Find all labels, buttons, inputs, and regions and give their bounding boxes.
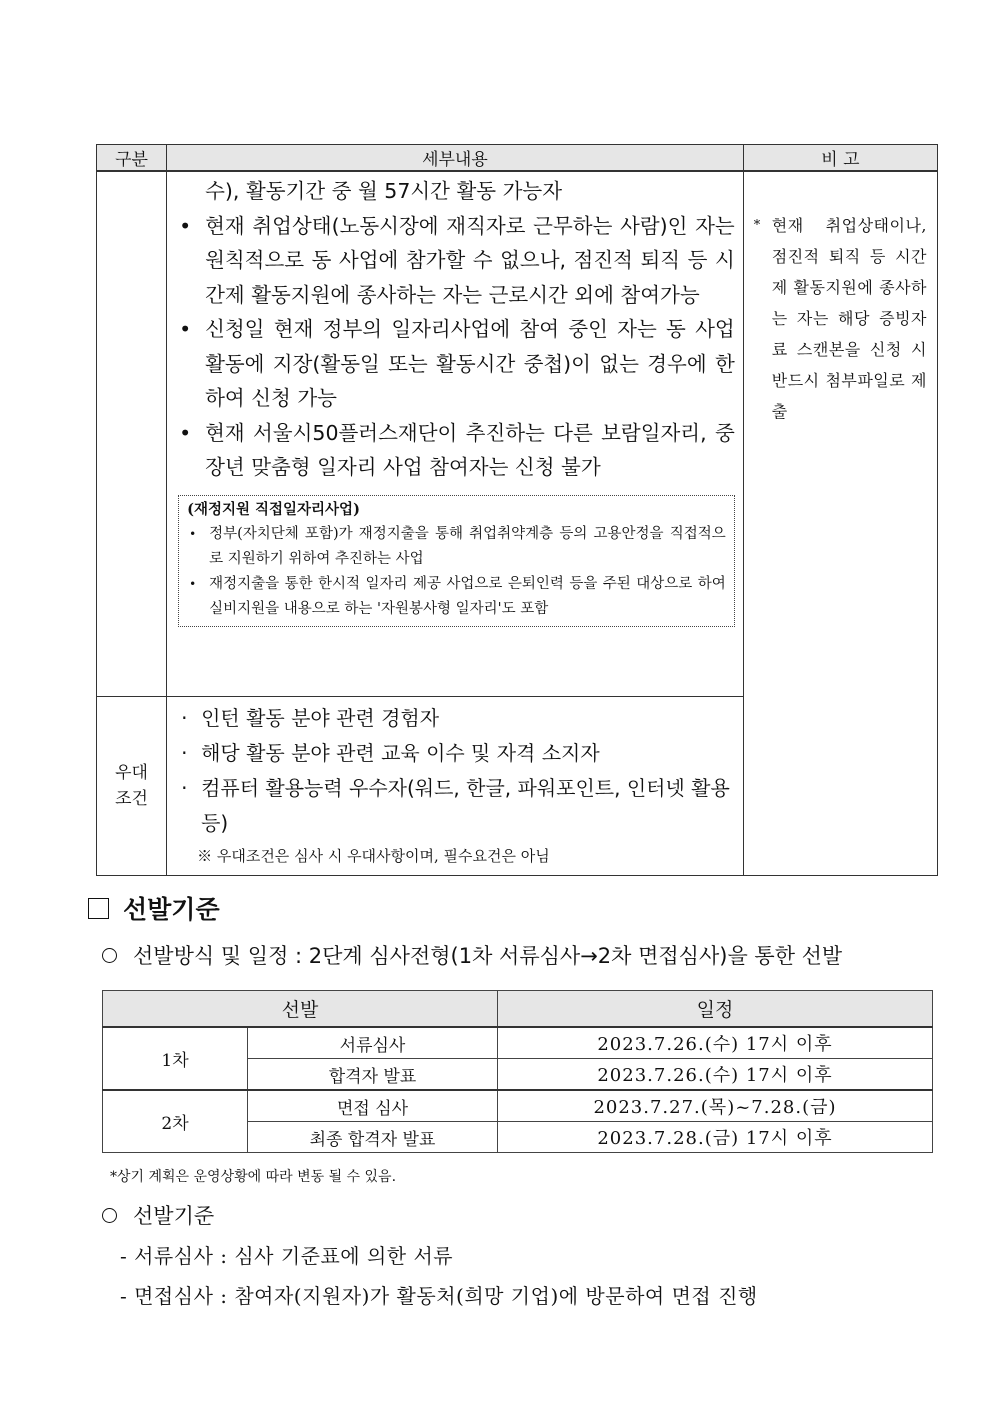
schedule-table — [102, 990, 933, 1153]
bullet-icon: • — [179, 420, 192, 445]
table-row — [103, 1027, 933, 1059]
list-item — [175, 209, 735, 313]
step-cell: 합격자 발표 — [248, 1059, 498, 1091]
step-cell: 최종 합격자 발표 — [248, 1122, 498, 1153]
stage-cell: 1차 — [103, 1027, 248, 1090]
category-label: 우대 — [115, 763, 148, 783]
header-remarks: 비 고 — [743, 145, 937, 172]
bullet-icon: · — [181, 776, 188, 800]
asterisk-icon: * — [753, 218, 761, 233]
date-cell: 2023.7.26.(수) 17시 이후 — [498, 1027, 933, 1059]
info-box-item — [187, 522, 726, 572]
step-cell: 면접 심사 — [248, 1090, 498, 1122]
circle-icon — [102, 1208, 117, 1223]
criteria-item: - 면접심사 : 참여자(지원자)가 활동처(희망 기업)에 방문하여 면접 진행 — [120, 1284, 758, 1308]
remarks-cell — [743, 171, 937, 876]
list-item-text: 해당 활동 분야 관련 교육 이수 및 자격 소지자 — [201, 741, 600, 765]
list-item — [175, 736, 735, 771]
list-item — [175, 701, 735, 736]
header-selection: 선발 — [103, 991, 498, 1028]
remark-body: 현재 취업상태이나, 점진적 퇴직 등 시간제 활동지원에 종사하는 자는 해당 증빙자료 스캔본을 신청 시 반드시 첨부파일로 제출 — [771, 216, 927, 421]
list-item-text: 컴퓨터 활용능력 우수자(워드, 한글, 파워포인트, 인터넷 활용 등) — [201, 776, 730, 835]
info-box-item-text: 재정지출을 통한 한시적 일자리 제공 사업으로 은퇴인력 등을 주된 대상으로 하여 실비지원을 내용으로 하는 '자원봉사형 일자리'도 포함 — [209, 575, 726, 617]
list-item — [175, 312, 735, 416]
category-label: 조건 — [115, 789, 148, 809]
criteria-item: - 서류심사 : 심사 기준표에 의한 서류 — [120, 1244, 454, 1268]
bullet-icon: · — [181, 706, 188, 730]
list-item-text: 현재 취업상태(노동시장에 재직자로 근무하는 사람)인 자는 원칙적으로 동 사업에 참가할 수 없으나, 점진적 퇴직 등 시간제 활동지원에 종사하는 자는 근로시간 외에 참여가능 — [205, 213, 735, 307]
method-heading-text: 선발방식 및 일정 : 2단계 심사전형(1차 서류심사→2차 면접심사)을 통한 선발 — [133, 944, 843, 968]
schedule-header-row — [103, 991, 933, 1028]
list-item-text: 신청일 현재 정부의 일자리사업에 참여 중인 자는 동 사업 활동에 지장(활동일 또는 활동시간 중첩)이 없는 경우에 한하여 신청 가능 — [205, 317, 735, 410]
circle-icon — [102, 948, 117, 963]
bullet-icon: • — [189, 576, 197, 591]
table-row — [97, 171, 938, 697]
category-preferred — [97, 697, 167, 876]
header-category: 구분 — [97, 145, 167, 172]
step-cell: 서류심사 — [248, 1027, 498, 1059]
date-cell: 2023.7.28.(금) 17시 이후 — [498, 1122, 933, 1153]
info-box-title: (재정지원 직접일자리사업) — [187, 500, 360, 518]
table-row — [103, 1090, 933, 1122]
preferred-note: ※ 우대조건은 심사 시 우대사항이며, 필수요건은 아님 — [197, 847, 550, 865]
bullet-icon: • — [189, 526, 197, 541]
bullet-icon: • — [179, 317, 192, 341]
info-box — [178, 495, 735, 627]
section-title-text: 선발기준 — [123, 895, 220, 924]
info-box-item — [187, 572, 726, 622]
list-item — [175, 771, 735, 841]
criteria-heading — [102, 1200, 214, 1230]
category-cell — [97, 171, 167, 697]
date-cell: 2023.7.27.(목)~7.28.(금) — [498, 1090, 933, 1122]
schedule-footnote: *상기 계획은 운영상황에 따라 변동 될 수 있음. — [110, 1169, 397, 1185]
date-cell: 2023.7.26.(수) 17시 이후 — [498, 1059, 933, 1091]
method-heading — [102, 940, 842, 970]
requirements-table — [96, 144, 938, 876]
bullet-icon: · — [181, 741, 188, 765]
stage-cell: 2차 — [103, 1090, 248, 1153]
section-title — [88, 890, 220, 926]
details-cell — [167, 171, 744, 697]
header-details: 세부내용 — [167, 145, 744, 172]
detail-line: 수), 활동기간 중 월 57시간 활동 가능자 — [205, 179, 563, 203]
list-item-text: 현재 서울시50플러스재단이 추진하는 다른 보람일자리, 중장년 맞춤형 일자리 사업 참여자는 신청 불가 — [205, 420, 735, 479]
list-item — [175, 416, 735, 485]
info-box-item-text: 정부(자치단체 포함)가 재정지출을 통해 취업취약계층 등의 고용안정을 직접적으로 지원하기 위하여 추진하는 사업 — [209, 525, 726, 567]
criteria-heading-text: 선발기준 — [133, 1204, 215, 1228]
list-item-text: 인턴 활동 분야 관련 경험자 — [201, 706, 440, 730]
table-header-row — [97, 145, 938, 172]
square-icon — [88, 898, 109, 919]
header-schedule: 일정 — [498, 991, 933, 1028]
bullet-icon: • — [179, 213, 192, 238]
remark-text — [754, 210, 927, 427]
preferred-details-cell — [167, 697, 744, 876]
